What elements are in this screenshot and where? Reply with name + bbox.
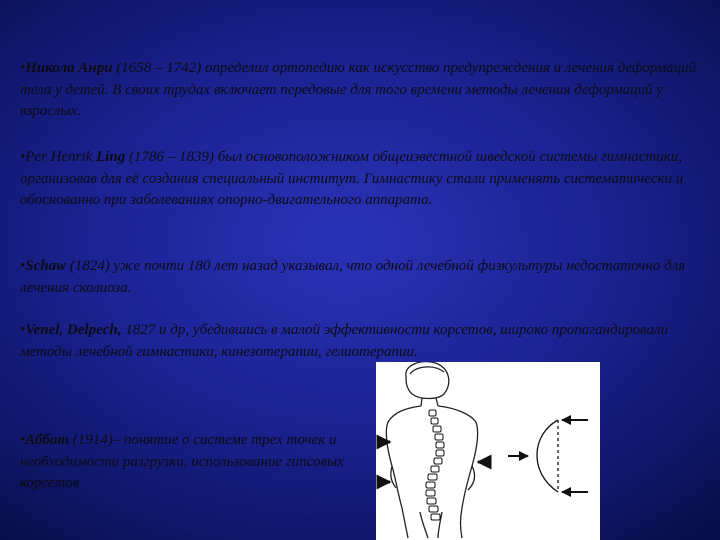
paragraph-text: (1658 – 1742) определил ортопедию как искусство предупреждения и лечения деформаций тела у детей. В своих трудах включает передовые для того времени методы лечения деформаций у взрослых. bbox=[20, 60, 697, 119]
person-name: Schaw bbox=[25, 258, 67, 274]
paragraph-text: 1827 и др, убедившись в малой эффективности корсетов, широко пропагандировали методы лечебной гимнастики, кинезотерапии, гелиотерапии. bbox=[20, 322, 669, 360]
paragraph-text: (1824) уже почти 180 лет назад указывал, что одной лечебной физкультуры недостаточно для лечения сколиоза. bbox=[20, 258, 686, 296]
person-name: Аббот bbox=[25, 432, 69, 448]
paragraph-ling bbox=[20, 147, 710, 212]
spine-vertebrae bbox=[426, 410, 444, 520]
paragraph-abbot bbox=[20, 430, 370, 495]
bullet: • bbox=[20, 258, 26, 274]
scoliosis-illustration bbox=[376, 362, 600, 540]
three-point-diagram bbox=[508, 420, 588, 492]
person-name: Ling bbox=[96, 149, 126, 165]
bullet: • bbox=[20, 322, 26, 338]
scoliosis-drawing bbox=[376, 362, 600, 540]
paragraph-henri bbox=[20, 58, 710, 123]
bullet: • bbox=[20, 60, 26, 76]
person-name: Venel, Delpech, bbox=[25, 322, 122, 338]
paragraph-schaw bbox=[20, 256, 710, 299]
paragraph-text: (1914)– понятие о системе трех точек и необходимости разгрузки, использование гипсовых корсетов bbox=[20, 432, 344, 491]
paragraph-venel-delpech bbox=[20, 320, 710, 363]
person-name: Никола Анри bbox=[25, 60, 113, 76]
bullet: • bbox=[20, 432, 26, 448]
bullet: • bbox=[20, 149, 26, 165]
name-prefix: Per Henrik bbox=[25, 149, 97, 165]
paragraph-text: (1786 – 1839) был основоположником общеизвестной шведской системы гимнастики, организовав для её создания специальный институт. Гимнастику стали применять систематически и обоснованно при заболеваниях опорно-двигательного аппарата. bbox=[20, 149, 684, 208]
